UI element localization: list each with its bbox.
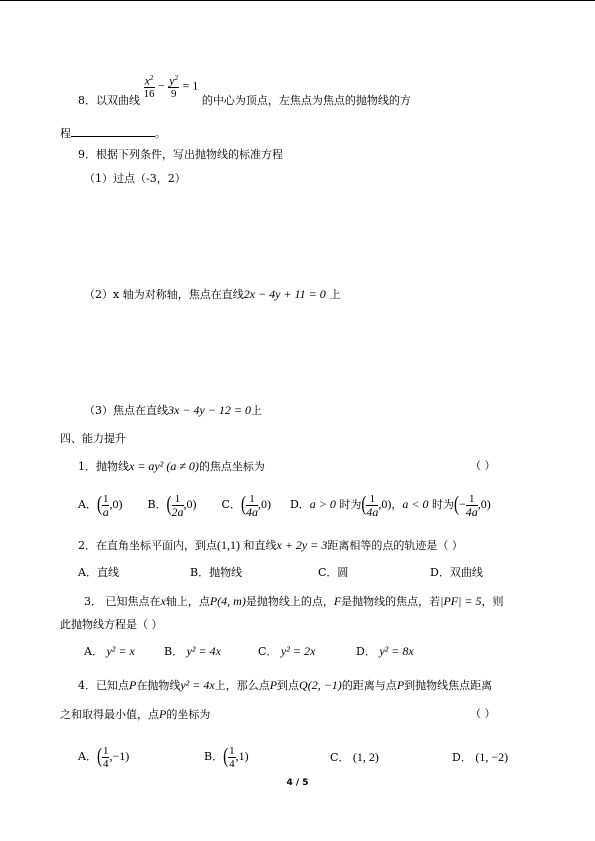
p3-option-d[interactable]: D． y² = 8x xyxy=(356,644,414,658)
p1-options xyxy=(78,488,491,520)
p3-option-b[interactable]: B． y² = 4x xyxy=(164,644,221,658)
p4-option-d[interactable]: D． (1, −2) xyxy=(452,750,509,764)
p1-option-a[interactable]: A．( $\frac{1}{a}$ ,0) xyxy=(78,492,123,519)
p3-option-a[interactable]: A． y² = x xyxy=(84,644,135,658)
answer-blank[interactable] xyxy=(71,126,155,137)
p2-option-c[interactable]: C．圆 xyxy=(318,566,349,579)
q9-title: 9．根据下列条件，写出抛物线的标准方程 xyxy=(78,148,283,161)
q8-prefix: 8．以双曲线 xyxy=(78,94,140,107)
section-heading: 四、能力提升 xyxy=(60,432,126,445)
q8-equation: $\frac{x^2}{16}$ − $\frac{y^2}{9}$ = 1 xyxy=(143,73,199,101)
q8-line2: 程 。 xyxy=(60,127,166,140)
p1-stem: 1．抛物线x = ay² (a ≠ 0)的焦点坐标为 xyxy=(78,459,265,473)
page-number: 4 / 5 xyxy=(286,778,309,788)
q9-cond1: （1）过点（-3，2） xyxy=(84,172,186,185)
p1-option-b[interactable]: B．( $\frac{1}{2a}$ ,0) xyxy=(147,492,197,519)
p4-option-b[interactable]: B．( $\frac{1}{4}$ ,1) xyxy=(204,744,249,770)
p4-bracket: （ ） xyxy=(470,707,496,720)
p2-option-b[interactable]: B．抛物线 xyxy=(190,566,243,579)
top-rule xyxy=(0,0,595,1)
q9-cond2: （2）x 轴为对称轴，焦点在直线2x − 4y + 11 = 0 上 xyxy=(84,287,341,301)
p4-option-c[interactable]: C． (1, 2) xyxy=(330,750,379,764)
q9-cond3: （3）焦点在直线3x − 4y − 12 = 0上 xyxy=(84,403,262,417)
p2-stem: 2．在直角坐标平面内，到点(1,1) 和直线x + 2y = 3距离相等的点的轨迹是（ ） xyxy=(78,538,463,552)
p1-option-c[interactable]: C．( $\frac{1}{4a}$ ,0) xyxy=(221,492,271,519)
p4-stem: 4．已知点P在抛物线y² = 4x上，那么点P到点Q(2, −1)的距离与点P到抛物线焦点距离 xyxy=(78,678,493,692)
p3-option-c[interactable]: C． y² = 2x xyxy=(258,644,316,658)
p1-bracket: （ ） xyxy=(470,459,496,472)
p4-option-a[interactable]: A．( $\frac{1}{4}$ ,−1) xyxy=(78,744,130,770)
q8-line xyxy=(78,73,411,108)
p3-stem: 3． 已知焦点在x轴上，点P(4, m)是抛物线上的点，F是抛物线的焦点，若|PF| = 5，则 xyxy=(84,594,504,608)
p2-option-a[interactable]: A．直线 xyxy=(78,566,119,579)
q8-suffix: 的中心为顶点，左焦点为焦点的抛物线的方 xyxy=(201,94,411,107)
p1-option-d[interactable]: D．a > 0 时为( $\frac{1}{4a}$ ,0)，a < 0 时为(− $\frac{1}{4a}$ ,0) xyxy=(289,492,491,519)
p4-stem-cont: 之和取得最小值，点P的坐标为 xyxy=(60,707,211,721)
p2-option-d[interactable]: D．双曲线 xyxy=(430,566,483,579)
p3-stem-cont: 此抛物线方程是（ ） xyxy=(60,618,163,631)
